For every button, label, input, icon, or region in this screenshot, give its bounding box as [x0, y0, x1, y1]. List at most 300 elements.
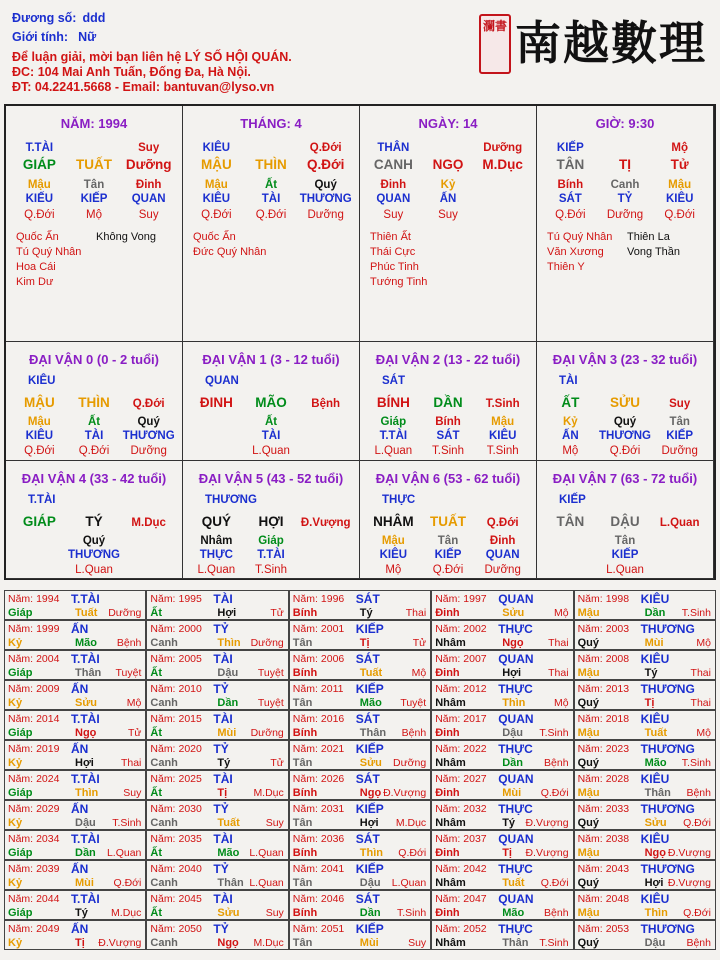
pillar-mid-item: NGỌ	[432, 157, 464, 172]
year-label: Năm:	[150, 803, 176, 815]
year-branch: Mùi	[359, 937, 379, 949]
year-label: Năm:	[150, 653, 176, 665]
year-branch: Dậu	[359, 877, 381, 889]
luck-cell	[537, 461, 714, 580]
year-label: Năm:	[8, 863, 34, 875]
luck-hidden-row	[189, 535, 353, 547]
year-number: 2013	[605, 683, 630, 695]
year-branch: Sửu	[644, 817, 667, 829]
year-label-line	[435, 653, 486, 665]
year-branch: Mão	[359, 697, 382, 709]
year-label: Năm:	[577, 623, 603, 635]
luck-branch: THÌN	[78, 395, 110, 410]
luck-phase: Bệnh	[311, 398, 341, 410]
pillar-cell	[6, 106, 183, 342]
year-phase: Tử	[412, 637, 427, 649]
year-label-line	[435, 593, 486, 605]
luck-phase-item: Mộ	[385, 563, 402, 576]
year-label-line	[150, 803, 201, 815]
year-label-line	[150, 743, 201, 755]
pillar-mid-item: CANH	[373, 157, 413, 172]
year-phase: Suy	[123, 787, 142, 799]
luck-hidden-stem: Mậu	[491, 416, 515, 428]
year-branch: Dậu	[217, 667, 239, 679]
year-stem: Quý	[577, 637, 599, 649]
year-phase: L.Quan	[249, 847, 284, 859]
year-branch: Tý	[502, 817, 516, 829]
year-number: 1994	[36, 593, 60, 605]
pillar-title: GIỜ: 9:30	[595, 116, 655, 131]
luck-god-item	[298, 430, 353, 442]
year-god: TỶ	[213, 682, 229, 696]
year-number: 2014	[36, 713, 60, 725]
year-label: Năm:	[8, 923, 34, 935]
year-stem: Ất	[150, 727, 162, 739]
year-branch: Dần	[359, 907, 381, 919]
pillar-gods-item	[475, 193, 530, 205]
year-number: 2052	[463, 923, 487, 935]
pillar-top-item: Mộ	[671, 142, 688, 154]
year-stem: Bính	[292, 667, 318, 679]
luck-main-row	[12, 395, 176, 413]
year-branch: Dậu	[502, 727, 523, 739]
luck-phase-row	[12, 564, 176, 576]
year-label-line	[8, 773, 59, 785]
luck-god: THỰC	[382, 493, 416, 506]
year-stem: Giáp	[8, 667, 33, 679]
luck-god-item: KIÊU	[379, 548, 408, 561]
luck-god-item: THƯƠNG	[68, 548, 120, 561]
luck-hidden-stem: Ất	[87, 416, 101, 428]
year-god: T.TÀI	[71, 832, 100, 846]
year-god: SÁT	[355, 592, 380, 606]
year-cell	[289, 920, 431, 950]
year-phase: Thai	[690, 667, 711, 679]
year-cell	[574, 860, 716, 890]
year-branch: Mão	[502, 907, 525, 919]
year-god: ẤN	[71, 862, 89, 876]
year-number: 2030	[178, 803, 202, 815]
year-stem: Nhâm	[435, 697, 466, 709]
year-stem: Mậu	[577, 727, 600, 739]
year-number: 2043	[605, 863, 630, 875]
year-label-line	[8, 923, 59, 935]
pillar-row-phase	[366, 209, 530, 221]
year-cell	[574, 680, 716, 710]
year-phase: Mộ	[553, 697, 569, 709]
luck-branch: TÝ	[85, 513, 103, 529]
year-number: 2017	[463, 713, 487, 725]
year-label: Năm:	[8, 893, 34, 905]
year-god: THƯƠNG	[640, 922, 695, 936]
luck-phase-item	[298, 445, 353, 457]
year-phase: Mộ	[411, 667, 427, 679]
luck-phase: Đ.Vượng	[300, 516, 351, 529]
year-phase: Suy	[265, 817, 284, 829]
year-label: Năm:	[577, 713, 603, 725]
year-number: 2029	[36, 803, 60, 815]
year-god: THỰC	[498, 622, 533, 636]
pillar-row-gods	[543, 193, 707, 205]
star-item: Thái Cực	[370, 246, 416, 258]
year-label: Năm:	[292, 833, 318, 845]
year-branch: Tý	[75, 907, 88, 919]
year-god: SÁT	[355, 772, 380, 786]
year-label: Năm:	[577, 743, 603, 755]
year-cell	[289, 860, 431, 890]
year-label: Năm:	[292, 653, 318, 665]
year-stem: Nhâm	[435, 817, 466, 829]
year-god: KIẾP	[355, 622, 384, 636]
gender-line	[12, 29, 96, 45]
year-branch: Hợi	[359, 817, 379, 829]
year-branch: Thìn	[644, 907, 668, 919]
year-phase: Tuyệt	[257, 667, 284, 679]
year-stem: Ất	[150, 847, 162, 859]
year-phase: L.Quan	[249, 877, 284, 889]
year-cell	[574, 770, 716, 800]
year-branch: Thân	[644, 787, 671, 799]
stars-left	[370, 230, 427, 290]
year-label: Năm:	[292, 683, 318, 695]
year-number: 2024	[36, 773, 60, 785]
pillar-hid-item: Mậu	[204, 179, 228, 191]
year-god: T.TÀI	[71, 892, 100, 906]
star-item: Thiên Y	[547, 261, 585, 273]
year-label: Năm:	[8, 773, 34, 785]
stars-left	[16, 230, 81, 290]
year-phase: Thai	[690, 697, 711, 709]
year-number: 2004	[36, 653, 60, 665]
year-cell	[431, 590, 573, 620]
year-phase: Dưỡng	[393, 757, 427, 769]
year-branch: Tuất	[75, 607, 98, 619]
luck-hidden-row	[366, 416, 530, 428]
year-phase: T.Sinh	[539, 727, 569, 739]
year-god: THƯƠNG	[640, 742, 695, 756]
luck-phase-item: T.Sinh	[255, 563, 287, 576]
year-number: 2032	[463, 803, 487, 815]
year-god: T.TÀI	[71, 592, 100, 606]
year-god: QUAN	[498, 832, 534, 846]
luck-cell	[360, 342, 537, 461]
year-label: Năm:	[8, 653, 34, 665]
year-stem: Tân	[292, 877, 313, 889]
year-cell	[4, 740, 146, 770]
year-god: TỶ	[213, 742, 229, 756]
year-branch: Tị	[502, 847, 512, 859]
year-god: TÀI	[213, 592, 233, 606]
year-phase: Dưỡng	[250, 727, 284, 739]
year-stem: Đinh	[435, 847, 460, 859]
year-phase: Đ.Vượng	[667, 877, 711, 889]
year-number: 2050	[178, 923, 202, 935]
year-number: 2009	[36, 683, 60, 695]
pillar-phase-item: Suy	[383, 209, 404, 221]
year-phase: Đ.Vượng	[525, 817, 569, 829]
pillar-row-hid	[366, 179, 530, 191]
luck-hidden-stem: Quý	[82, 534, 106, 547]
year-stem: Giáp	[8, 727, 33, 739]
luck-hidden-stem: Ất	[264, 416, 278, 428]
luck-cell	[6, 461, 183, 580]
luck-title: ĐẠI VẬN 2 (13 - 22 tuổi)	[375, 352, 521, 367]
year-god: TỶ	[213, 622, 229, 636]
pillar-gods-item: QUAN	[376, 193, 411, 205]
luck-hidden-stem	[298, 416, 353, 428]
year-stem: Ất	[150, 787, 162, 799]
year-cell	[4, 920, 146, 950]
year-phase: Mộ	[696, 727, 711, 739]
luck-phase-row	[189, 564, 353, 576]
pillar-mid-item: TÂN	[556, 157, 585, 172]
year-branch: Sửu	[359, 757, 382, 769]
year-phase: Đ.Vượng	[667, 847, 711, 859]
pillar-row-top	[366, 142, 530, 154]
year-god: T.TÀI	[71, 712, 100, 726]
year-god: KIẾP	[355, 862, 384, 876]
year-number: 2022	[463, 743, 487, 755]
year-god: TỶ	[213, 802, 229, 816]
year-god: TÀI	[213, 892, 233, 906]
luck-phase: M.Dục	[131, 516, 166, 529]
gender-value: Nữ	[78, 30, 97, 44]
year-cell	[574, 830, 716, 860]
year-label-line	[8, 593, 59, 605]
luck-phase-item	[543, 564, 598, 576]
star-item: Văn Xương	[547, 246, 604, 258]
year-label: Năm:	[577, 593, 603, 605]
year-phase: M.Dục	[253, 937, 284, 949]
luck-branch: MÃO	[255, 395, 287, 410]
star-item: Tú Quý Nhân	[547, 231, 613, 243]
year-label-line	[8, 743, 59, 755]
luck-phase: Suy	[669, 398, 691, 410]
year-label: Năm:	[150, 863, 176, 875]
pillar-phase-item: Q.Đới	[664, 209, 695, 221]
year-label-line	[150, 833, 201, 845]
year-branch: Sửu	[75, 697, 98, 709]
year-god: KIÊU	[640, 892, 670, 906]
year-cell	[4, 770, 146, 800]
year-branch: Tý	[217, 757, 231, 769]
luck-branch: SỬU	[610, 395, 640, 410]
star-item: Phúc Tinh	[370, 261, 419, 273]
year-label-line	[435, 893, 486, 905]
year-stem: Tân	[292, 757, 313, 769]
year-number: 2001	[320, 623, 345, 635]
year-stem: Quý	[577, 757, 599, 769]
pillar-top-item: THÂN	[377, 142, 410, 154]
pillar-hid-item: Đinh	[380, 179, 407, 191]
luck-hidden-stem	[298, 535, 353, 547]
year-label: Năm:	[577, 803, 603, 815]
year-stem: Canh	[150, 937, 178, 949]
year-number: 2028	[605, 773, 630, 785]
year-god: QUAN	[498, 892, 534, 906]
year-phase: Bệnh	[686, 787, 711, 799]
year-label: Năm:	[150, 923, 176, 935]
year-stem: Canh	[150, 697, 178, 709]
year-number: 2033	[605, 803, 630, 815]
luck-phase-item: Dưỡng	[130, 445, 167, 457]
year-god: TỶ	[213, 862, 229, 876]
luck-stem: NHÂM	[373, 513, 414, 529]
year-phase: Tuyệt	[115, 667, 142, 679]
year-label-line	[293, 923, 344, 935]
year-god: KIẾP	[355, 802, 384, 816]
year-branch: Tị	[359, 637, 370, 649]
year-label: Năm:	[292, 593, 318, 605]
pillar-row-gods	[189, 193, 353, 205]
year-branch: Tị	[75, 937, 85, 949]
year-god: KIẾP	[355, 682, 384, 696]
luck-gods-row	[189, 430, 353, 442]
year-god: QUAN	[498, 592, 534, 606]
luck-hidden-stem: Tân	[614, 534, 636, 547]
year-number: 2003	[605, 623, 630, 635]
year-stem: Kỷ	[8, 757, 23, 769]
year-number: 2042	[463, 863, 487, 875]
luck-hidden-stem: Mậu	[27, 416, 51, 428]
luck-phase: T.Sinh	[485, 398, 520, 410]
year-label: Năm:	[292, 803, 318, 815]
year-branch: Mão	[75, 637, 97, 649]
year-number: 2007	[463, 653, 487, 665]
year-stem: Bính	[292, 907, 318, 919]
pillar-gods-item: KIẾU	[25, 193, 54, 205]
luck-title: ĐẠI VẬN 6 (53 - 62 tuổi)	[375, 470, 521, 486]
year-label: Năm:	[8, 803, 34, 815]
pillar-row-mid	[543, 157, 707, 172]
year-label-line	[435, 923, 486, 935]
year-branch: Dần	[75, 847, 96, 859]
luck-phase-item: Dưỡng	[661, 445, 698, 457]
luck-hidden-row	[543, 535, 707, 547]
star-item: Quốc Ấn	[193, 231, 236, 243]
year-label: Năm:	[435, 653, 461, 665]
luck-god-item	[543, 549, 598, 561]
year-branch: Tuất	[359, 667, 383, 679]
pillar-hid-item: Kỷ	[440, 179, 456, 191]
year-phase: M.Dục	[111, 907, 142, 919]
luck-hidden-stem: Tân	[669, 416, 690, 428]
year-branch: Dần	[644, 607, 666, 619]
year-number: 1995	[178, 593, 202, 605]
pillar-hid-item	[475, 179, 530, 191]
year-cell	[4, 620, 146, 650]
seal-icon: 瀾書	[479, 14, 511, 74]
luck-branch: DẬU	[610, 513, 640, 529]
luck-hidden-row	[12, 416, 176, 428]
luck-hidden-stem: Đinh	[489, 534, 516, 547]
pillar-cell	[537, 106, 714, 342]
year-branch: Hợi	[75, 757, 94, 769]
year-stem: Kỷ	[8, 697, 23, 709]
year-label-line	[8, 863, 59, 875]
luck-hidden-stem: Tân	[437, 534, 459, 547]
year-branch: Thân	[75, 667, 102, 679]
year-number: 2035	[178, 833, 202, 845]
year-label: Năm:	[8, 593, 34, 605]
year-label: Năm:	[150, 593, 176, 605]
year-god: QUAN	[498, 772, 534, 786]
year-number: 2040	[178, 863, 202, 875]
year-cell	[574, 920, 716, 950]
luck-phase-item: Mộ	[562, 445, 579, 457]
year-phase: Dưỡng	[250, 637, 284, 649]
year-phase: M.Dục	[395, 817, 427, 829]
year-phase: T.Sinh	[681, 757, 711, 769]
year-cell	[146, 590, 288, 620]
year-label: Năm:	[8, 833, 34, 845]
luck-phase-row	[543, 445, 707, 457]
luck-phase-item	[189, 445, 244, 457]
luck-god-item	[189, 430, 244, 442]
year-stem: Nhâm	[435, 937, 466, 949]
year-label: Năm:	[150, 623, 176, 635]
luck-phase: Q.Đới	[486, 516, 519, 529]
year-number: 1999	[36, 623, 60, 635]
year-branch: Mùi	[75, 877, 94, 889]
year-label: Năm:	[577, 863, 603, 875]
luck-phase-item: T.Sinh	[432, 445, 464, 457]
year-branch: Tị	[644, 697, 655, 709]
year-stem: Quý	[577, 937, 599, 949]
year-god: THỰC	[498, 862, 533, 876]
year-god: ẤN	[71, 682, 89, 696]
header	[0, 0, 720, 102]
contact-line-3: ĐT: 04.2241.5668 - Email: bantuvan@lyso.vn	[12, 80, 275, 94]
luck-main-row	[366, 395, 530, 413]
year-number: 2034	[36, 833, 60, 845]
luck-hidden-stem	[543, 535, 598, 547]
pillar-phase-item: Dưỡng	[307, 209, 344, 221]
luck-phase-row	[189, 445, 353, 457]
year-number: 2036	[320, 833, 345, 845]
year-stem: Ất	[150, 607, 162, 619]
luck-god-item: TÀI	[261, 430, 281, 442]
year-label-line	[150, 623, 201, 635]
year-god: THƯƠNG	[640, 622, 695, 636]
luck-hidden-stem	[121, 535, 176, 547]
luck-god-item: THƯƠNG	[599, 430, 651, 442]
year-phase: Suy	[265, 907, 284, 919]
year-branch: Mùi	[217, 727, 237, 739]
year-cell	[431, 680, 573, 710]
luck-cell	[537, 342, 714, 461]
luck-god: KIẾP	[559, 493, 586, 506]
year-number: 2039	[36, 863, 60, 875]
luck-branch: DẦN	[433, 395, 463, 410]
luck-gods-row	[12, 430, 176, 442]
pillar-row-hid	[189, 179, 353, 191]
year-label-line	[293, 863, 344, 875]
year-god: KIÊU	[640, 652, 670, 666]
pillar-top-item	[421, 142, 476, 154]
luck-phase-item: L.Quan	[374, 445, 413, 457]
year-label: Năm:	[435, 863, 461, 875]
luck-title: ĐẠI VẬN 1 (3 - 12 tuổi)	[202, 352, 340, 367]
luck-phase-item	[298, 564, 353, 576]
year-number: 2031	[320, 803, 345, 815]
year-number: 2018	[605, 713, 630, 725]
star-item: Hoa Cái	[16, 261, 56, 273]
luck-hidden-stem: Bính	[435, 416, 461, 428]
luck-god-item: T.TÀI	[257, 548, 285, 561]
star-item: Đức Quý Nhân	[193, 246, 267, 258]
year-phase: Mộ	[553, 607, 569, 619]
